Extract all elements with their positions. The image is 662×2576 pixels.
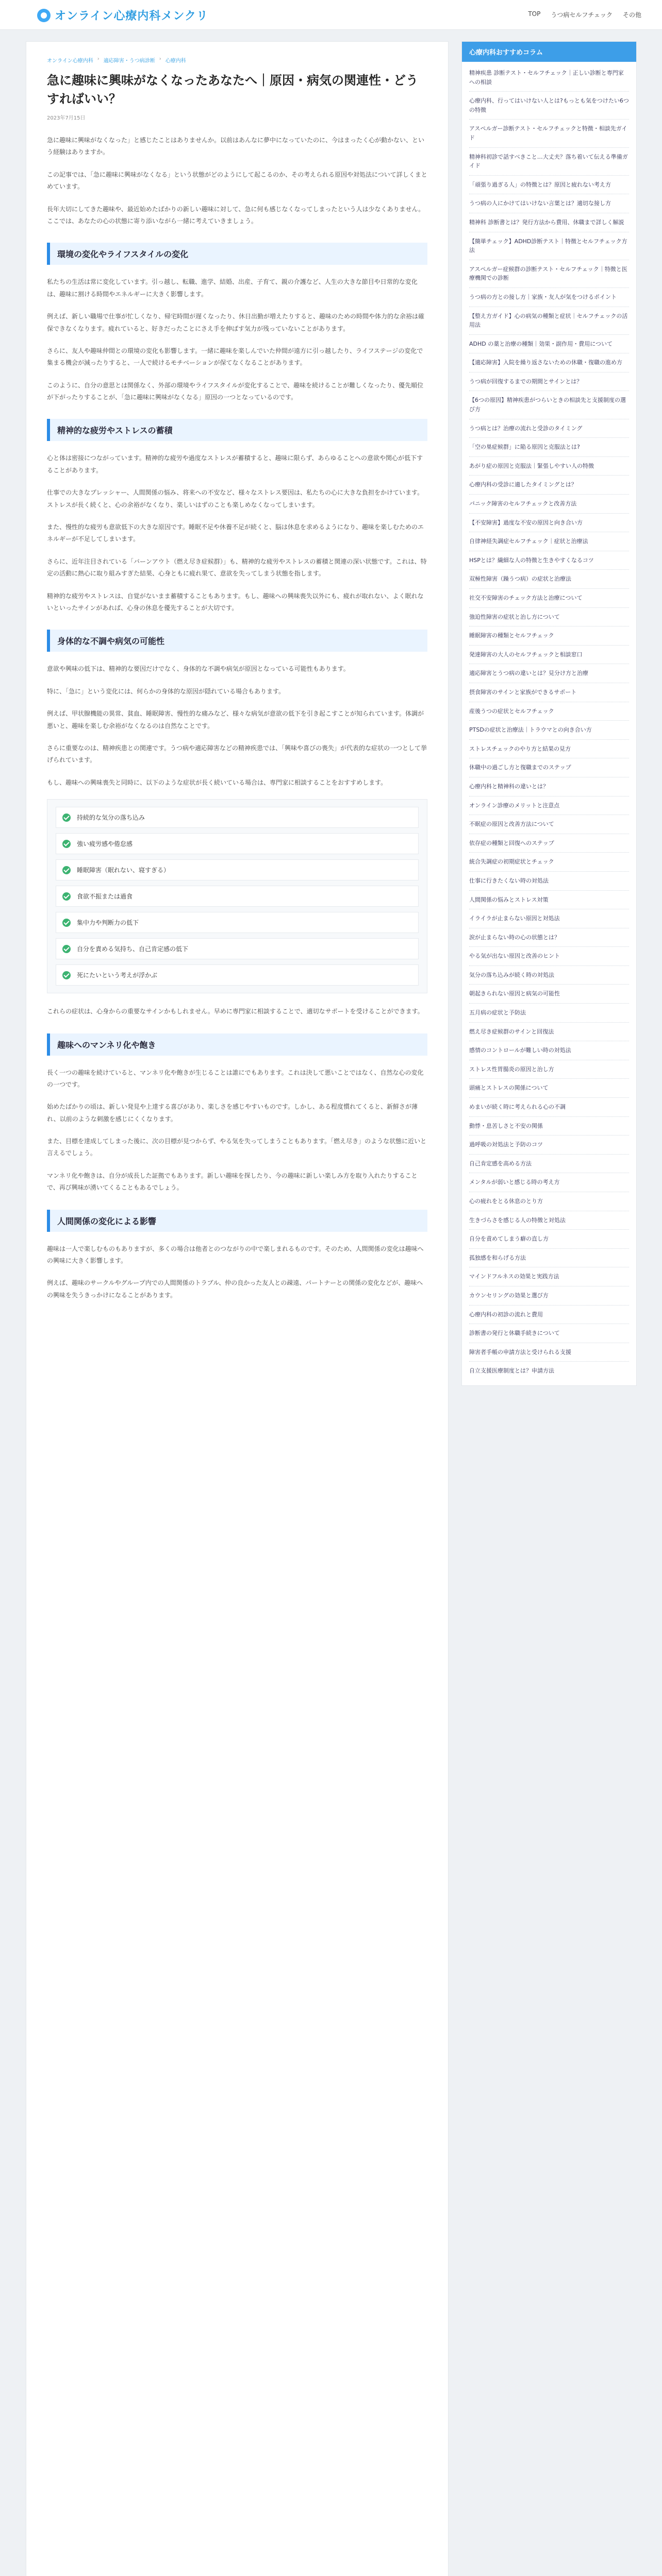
sidebar-article-link[interactable]: 【不安障害】過度な不安の原因と向き合い方 [469, 514, 629, 533]
breadcrumb [47, 56, 427, 64]
sidebar-article-link[interactable]: 不眠症の原因と改善方法について [469, 815, 629, 834]
check-icon [62, 919, 71, 927]
sidebar-article-link[interactable]: 精神科 診断書とは？発行方法から費用、休職まで詳しく解説 [469, 213, 629, 232]
section-paragraph: さらに、近年注目されている「バーンアウト（燃え尽き症候群）」も、精神的な疲労やストレスの蓄積と関連の深い状態です。これは、特定の活動に熱心に取り組みすぎた結果、心身ともに疲れ果て、意欲を失ってしまう状態を指します。 [47, 557, 427, 578]
breadcrumb-item[interactable]: 適応障害・うつ病診断 [103, 58, 155, 64]
sidebar-article-link[interactable]: うつ病とは？治療の流れと受診のタイミング [469, 419, 629, 438]
sidebar-article-link[interactable]: 感情のコントロールが難しい時の対処法 [469, 1041, 629, 1060]
sidebar-article-link[interactable]: 涙が止まらない時の心の状態とは？ [469, 928, 629, 947]
section-paragraph: 私たちの生活は常に変化しています。引っ越し、転職、進学、結婚、出産、子育て、親の介護など、人生の大きな節目や日常的な変化は、趣味に割ける時間やエネルギーに大きく影響します。 [47, 278, 418, 298]
nav-item-other[interactable]: その他 [622, 11, 641, 19]
section-paragraph: また、目標を達成してしまった後に、次の目標が見つからず、やる気を失ってしまうこともあります。「燃え尽き」のような状態に近いと言えるでしょう。 [47, 1138, 427, 1157]
sidebar-article-link[interactable]: 自分を責めてしまう癖の直し方 [469, 1230, 629, 1249]
sidebar-article-link[interactable]: 生きづらさを感じる人の特徴と対処法 [469, 1211, 629, 1230]
section-paragraph: 精神的な疲労やストレスは、自覚がないまま蓄積することもあります。もし、趣味への興味喪失以外にも、疲れが取れない、よく眠れないといったサインがあれば、心身の休息を優先することが大切です。 [47, 592, 424, 612]
checklist-item [56, 938, 419, 959]
sidebar-article-link[interactable]: 心療内科、行ってはいけない人とは?もっとも気をつけたい6つの特徴 [469, 92, 629, 120]
checklist-item-label: 睡眠障害（眠れない、寝すぎる） [77, 867, 170, 874]
breadcrumb-item[interactable]: 心療内科 [165, 58, 186, 64]
sidebar-article-link[interactable]: カウンセリングの効果と選び方 [469, 1286, 629, 1306]
sidebar-article-link[interactable]: メンタルが弱いと感じる時の考え方 [469, 1173, 629, 1192]
sidebar-article-link[interactable]: 【簡単チェック】ADHD診断テスト｜特徴とセルフチェック方法 [469, 232, 629, 260]
section-heading: 趣味へのマンネリ化や飽き [47, 1033, 427, 1056]
sidebar-article-link[interactable]: アスペルガー診断テスト・セルフチェックと特徴・相談先ガイド [469, 120, 629, 147]
sidebar-article-link[interactable]: ADHD の薬と治療の種類｜効果・副作用・費用について [469, 335, 629, 354]
publish-date: 2023年7月15日 [47, 115, 86, 121]
sidebar-article-link[interactable]: 心療内科の受診に適したタイミングとは？ [469, 476, 629, 495]
site-header [0, 0, 662, 30]
global-nav [528, 10, 641, 19]
section-paragraph: 特に、「急に」という変化には、何らかの身体的な原因が隠れている場合もあります。 [47, 687, 285, 695]
sidebar-article-link[interactable]: 気分の落ち込みが続く時の対処法 [469, 966, 629, 985]
intro-paragraph: この記事では、「急に趣味に興味がなくなる」という状態がどのようにして起こるのか、その考えられる原因や対処法について詳しくまとめています。 [47, 171, 427, 191]
checklist-item [56, 912, 419, 933]
section-paragraph: このように、自分の意思とは関係なく、外部の環境やライフスタイルが変化することで、趣味を続けることが難しくなったり、優先順位が下がったりすることが、「急に趣味に興味がなくなる」原因の一つとなっているのです。 [47, 381, 424, 401]
site-logo[interactable] [37, 7, 208, 23]
section-paragraph: これらの症状は、心身からの重要なサインかもしれません。早めに専門家に相談することで、適切なサポートを受けることができます。 [47, 1008, 424, 1015]
sidebar-article-link[interactable]: やる気が出ない原因と改善のヒント [469, 947, 629, 966]
sidebar-article-link[interactable]: 過呼吸の対処法と予防のコツ [469, 1136, 629, 1155]
sidebar-article-link[interactable]: 自己肯定感を高める方法 [469, 1155, 629, 1174]
sidebar-article-link[interactable]: 診断書の発行と休職手続きについて [469, 1324, 629, 1343]
sidebar-article-link[interactable]: 燃え尽き症候群のサインと回復法 [469, 1023, 629, 1042]
breadcrumb-separator: › [97, 56, 100, 62]
section-paragraph: 長く一つの趣味を続けていると、マンネリ化や飽きが生じることは誰にでもあります。これは決して悪いことではなく、自然な心の変化の一つです。 [47, 1069, 424, 1088]
sidebar-article-link[interactable]: 統合失調症の初期症状とチェック [469, 853, 629, 872]
sidebar-article-link[interactable]: 人間関係の悩みとストレス対策 [469, 891, 629, 910]
checklist-item [56, 964, 419, 986]
checklist-item-label: 食欲不振または過食 [77, 893, 133, 901]
section-heading: 環境の変化やライフスタイルの変化 [47, 243, 427, 265]
nav-item-top[interactable]: TOP [528, 10, 541, 18]
sidebar-article-link[interactable]: 障害者手帳の申請方法と受けられる支援 [469, 1343, 629, 1362]
checklist-item-label: 強い疲労感や倦怠感 [77, 840, 133, 848]
sidebar [461, 41, 637, 1386]
check-icon [62, 971, 71, 979]
nav-item-selfcheck[interactable]: うつ病セルフチェック [551, 11, 613, 19]
sidebar-article-link[interactable]: PTSDの症状と治療法｜トラウマとの向き合い方 [469, 721, 629, 740]
sidebar-heading: 心療内科おすすめコラム [462, 42, 636, 62]
sidebar-article-link[interactable]: 自律神経失調症セルフチェック｜症状と治療法 [469, 532, 629, 551]
section-paragraph: 例えば、甲状腺機能の異常、貧血、睡眠障害、慢性的な痛みなど、様々な病気が意欲の低下を引き起こすことが知られています。体調が悪いと、趣味を楽しむ余裕がなくなるのは自然なことです。 [47, 710, 424, 730]
section-paragraph: 例えば、趣味のサークルやグループ内での人間関係のトラブル、仲の良かった友人との疎遠、パートナーとの関係の変化などが、趣味への興味を失うきっかけになることがあります。 [47, 1279, 423, 1299]
sidebar-article-link[interactable]: 心療内科と精神科の違いとは？ [469, 777, 629, 796]
sidebar-article-link[interactable]: アスペルガー症候群の診断テスト・セルフチェック｜特徴と医療機関での診断 [469, 260, 629, 288]
section-paragraph: 始めたばかりの頃は、新しい発見や上達する喜びがあり、楽しさを感じやすいものです。しかし、ある程度慣れてくると、新鮮さが薄れ、以前のような刺激を感じにくくなります。 [47, 1103, 418, 1123]
sidebar-article-link[interactable]: 【整え方ガイド】心の病気の種類と症状｜セルフチェックの活用法 [469, 307, 629, 335]
sidebar-article-link[interactable]: めまいが続く時に考えられる心の不調 [469, 1098, 629, 1117]
sidebar-article-link[interactable]: 精神科初診で話すべきこと…大丈夫？落ち着いて伝える準備ガイド [469, 148, 629, 176]
check-icon [62, 814, 71, 822]
section-paragraph: さらに重要なのは、精神疾患との関連です。うつ病や適応障害などの精神疾患では、「興味や喜びの喪失」が代表的な症状の一つとして挙げられています。 [47, 744, 427, 764]
sidebar-article-link[interactable]: 心療内科の初診の流れと費用 [469, 1306, 629, 1325]
sidebar-article-link[interactable]: イライラが止まらない原因と対処法 [469, 909, 629, 928]
checklist-item [56, 886, 419, 907]
sidebar-article-link[interactable]: 「空の巣症候群」に陥る原因と克服法とは? [469, 438, 629, 457]
section-paragraph: さらに、友人や趣味仲間との環境の変化も影響します。一緒に趣味を楽しんでいた仲間が遠方に引っ越したり、ライフステージの変化で集まる機会が減ったりすると、一人で続けるモチベーションが保てなくなることがあります。 [47, 347, 423, 367]
intro-paragraph: 長年大切にしてきた趣味や、最近始めたばかりの新しい趣味に対して、急に何も感じなくなってしまったという人は少なくありません。ここでは、あなたの心の状態に寄り添いながら一緒に考えていきましょう。 [47, 205, 425, 225]
sidebar-article-link[interactable]: うつ病が回復するまでの期間とサインとは？ [469, 372, 629, 392]
sidebar-article-link[interactable]: 双極性障害（躁うつ病）の症状と治療法 [469, 570, 629, 589]
article [26, 42, 448, 1326]
sidebar-article-link[interactable]: 動悸・息苦しさと不安の関係 [469, 1117, 629, 1136]
sidebar-article-link[interactable]: 産後うつの症状とセルフチェック [469, 702, 629, 721]
checklist-item-label: 自分を責める気持ち、自己肯定感の低下 [77, 945, 189, 953]
sidebar-article-link[interactable]: 孤独感を和らげる方法 [469, 1249, 629, 1268]
sidebar-article-link[interactable]: 仕事に行きたくない時の対処法 [469, 872, 629, 891]
sidebar-article-link[interactable]: オンライン診療のメリットと注意点 [469, 796, 629, 816]
sidebar-article-link[interactable]: 【適応障害】入院を繰り返さないための休職・復職の進め方 [469, 353, 629, 372]
sidebar-article-link[interactable]: 強迫性障害の症状と治し方について [469, 608, 629, 627]
sidebar-article-link[interactable]: 発達障害の大人のセルフチェックと相談窓口 [469, 646, 629, 665]
sidebar-article-link[interactable]: ストレスチェックのやり方と結果の見方 [469, 740, 629, 759]
sidebar-article-link[interactable]: 休職中の過ごし方と復職までのステップ [469, 758, 629, 777]
sidebar-article-link[interactable]: マインドフルネスの効果と実践方法 [469, 1267, 629, 1286]
sidebar-article-link[interactable]: 五月病の症状と予防法 [469, 1004, 629, 1023]
check-icon [62, 866, 71, 874]
intro-paragraph: 急に趣味に興味がなくなった」と感じたことはありませんか。以前はあんなに夢中になっていたのに、今はまったく心が動かない、という経験はありますか。 [47, 137, 425, 156]
sidebar-article-link[interactable]: あがり症の原因と克服法｜緊張しやすい人の特徴 [469, 457, 629, 476]
sidebar-article-link[interactable]: パニック障害のセルフチェックと改善方法 [469, 495, 629, 514]
symptom-checklist [47, 799, 427, 993]
sidebar-article-link[interactable]: 社交不安障害のチェック方法と治療について [469, 589, 629, 608]
sidebar-article-link[interactable]: 朝起きられない原因と病気の可能性 [469, 985, 629, 1004]
checklist-item-label: 持続的な気分の落ち込み [77, 814, 145, 822]
section-heading: 身体的な不調や病気の可能性 [47, 630, 427, 652]
breadcrumb-separator: › [159, 56, 161, 62]
sidebar-article-link[interactable]: HSPとは？繊細な人の特徴と生きやすくなるコツ [469, 551, 629, 570]
section-paragraph: 仕事での大きなプレッシャー、人間関係の悩み、将来への不安など、様々なストレス要因は、私たちの心に大きな負担をかけています。ストレスが長く続くと、心の余裕がなくなり、楽しいはずのことも楽しめなくなってしまいます。 [47, 489, 424, 509]
sidebar-article-link[interactable]: ストレス性胃腸炎の原因と治し方 [469, 1060, 629, 1079]
section-paragraph: もし、趣味への興味喪失と同時に、以下のような症状が長く続いている場合は、専門家に相談することをおすすめします。 [47, 778, 387, 786]
checklist-item [56, 859, 419, 880]
sidebar-article-list [462, 62, 636, 1385]
sidebar-article-link[interactable]: 摂食障害のサインと家族ができるサポート [469, 683, 629, 702]
checklist-item [56, 807, 419, 828]
section-heading: 精神的な疲労やストレスの蓄積 [47, 419, 427, 441]
sidebar-article-link[interactable]: 頭痛とストレスの関係について [469, 1079, 629, 1098]
main-content [26, 41, 449, 2576]
sidebar-article-link[interactable]: 【6つの原因】精神疾患がつらいときの相談先と支援制度の選び方 [469, 391, 629, 419]
checklist-item-label: 集中力や判断力の低下 [77, 919, 139, 927]
sidebar-article-link[interactable]: 「頑張り過ぎる人」の特徴とは？原因と疲れない考え方 [469, 176, 629, 195]
sidebar-article-link[interactable]: 心の疲れをとる休息のとり方 [469, 1192, 629, 1211]
section-paragraph: 意欲や興味の低下は、精神的な要因だけでなく、身体的な不調や病気が原因となっている可能性もあります。 [47, 665, 350, 673]
section-paragraph: 心と体は密接につながっています。精神的な疲労や過度なストレスが蓄積すると、趣味に限らず、あらゆることへの意欲や関心が低下することがあります。 [47, 454, 423, 474]
check-icon [62, 892, 71, 901]
checklist-item-label: 死にたいという考えが浮かぶ [77, 972, 158, 979]
breadcrumb-item[interactable]: オンライン心療内科 [47, 58, 93, 64]
section-paragraph: マンネリ化や飽きは、自分が成長した証拠でもあります。新しい趣味を探したり、今の趣味に新しい楽しみ方を取り入れたりすることで、再び興味が湧いてくることもあるでしょう。 [47, 1172, 418, 1192]
sidebar-article-link[interactable]: 自立支援医療制度とは？申請方法 [469, 1367, 554, 1375]
sidebar-article-link[interactable]: 睡眠障害の種類とセルフチェック [469, 626, 629, 646]
section-paragraph: 趣味は一人で楽しむものもありますが、多くの場合は他者とのつながりの中で楽しまれるものです。そのため、人間関係の変化は趣味への興味に大きく影響します。 [47, 1245, 424, 1265]
check-icon [62, 840, 71, 848]
sidebar-article-link[interactable]: 精神疾患 診断テスト・セルフチェック｜正しい診断と専門家への相談 [469, 64, 629, 92]
check-icon [62, 945, 71, 953]
checklist-item [56, 833, 419, 854]
sidebar-article-link[interactable]: 依存症の種類と回復へのステップ [469, 834, 629, 853]
article-title: 急に趣味に興味がなくなったあなたへ｜原因・病気の関連性・どうすればいい？ [47, 73, 418, 106]
sidebar-article-link[interactable]: うつ病の方との接し方｜家族・友人が気をつけるポイント [469, 288, 629, 307]
sidebar-article-link[interactable]: うつ病の人にかけてはいけない言葉とは？適切な接し方 [469, 194, 629, 213]
section-paragraph: また、慢性的な疲労も意欲低下の大きな原因です。睡眠不足や休養不足が続くと、脳は休息を求めるようになり、趣味を楽しむためのエネルギーが不足してしまいます。 [47, 523, 424, 543]
sidebar-article-link[interactable]: 適応障害とうつ病の違いとは？見分け方と治療 [469, 664, 629, 683]
section-heading: 人間関係の変化による影響 [47, 1210, 427, 1232]
logo-icon [37, 9, 51, 22]
section-paragraph: 例えば、新しい職場で仕事が忙しくなり、帰宅時間が遅くなったり、休日出勤が増えたりすると、趣味のための時間や体力的な余裕は確保できなくなります。疲れていると、好きだったことにさえ手を伸ばす気力が残っていないことがあります。 [47, 313, 425, 332]
site-name: オンライン心療内科メンクリ [55, 10, 208, 23]
